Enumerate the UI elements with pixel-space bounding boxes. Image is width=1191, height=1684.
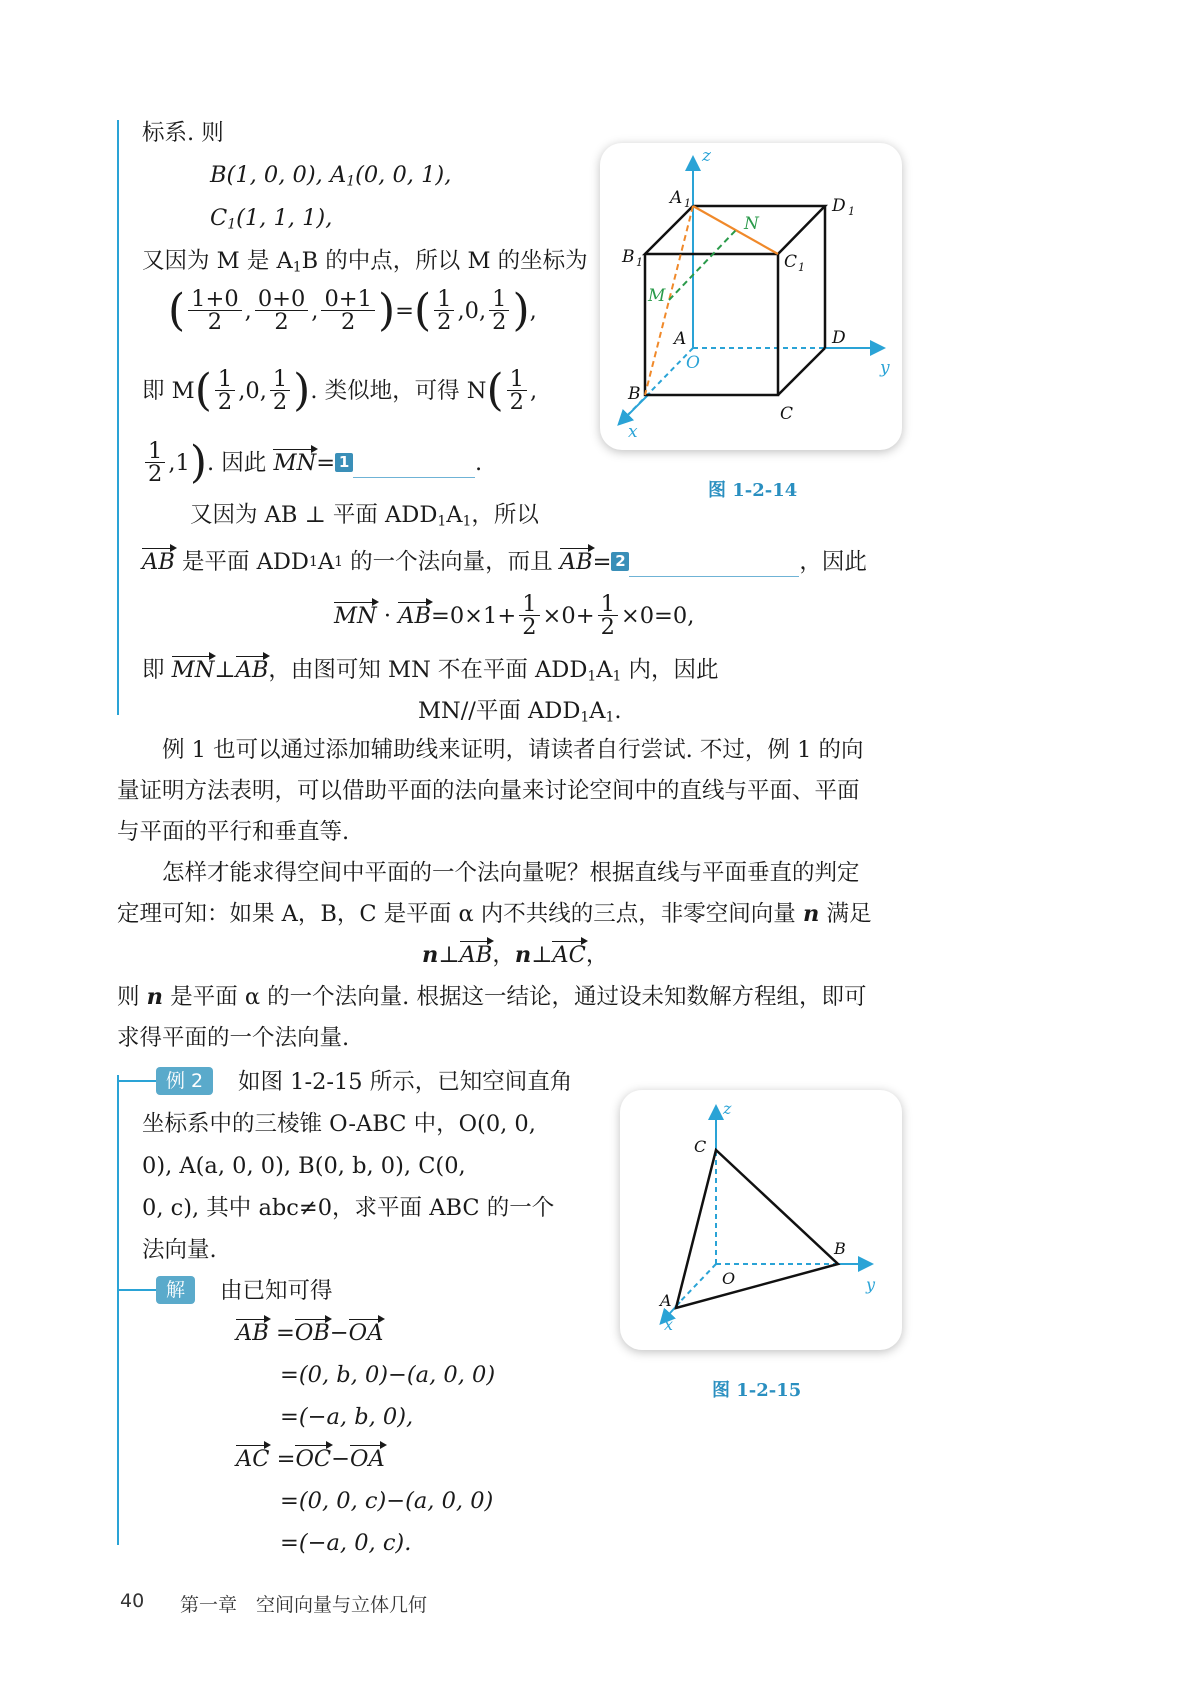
svg-text:z: z: [702, 146, 711, 166]
coord-B-A1: B(1, 0, 0), $A_1(0$, 0, 1),: [210, 162, 452, 190]
section-bar-top: [117, 120, 119, 715]
paragraph-2-line-1: 怎样才能求得空间中平面的一个法向量呢？根据直线与平面垂直的判定: [162, 860, 860, 886]
svg-text:x: x: [628, 422, 638, 442]
paragraph-1-line-2: 量证明方法表明，可以借助平面的法向量来讨论空间中的直线与平面、平面: [117, 778, 860, 804]
figure-1-2-14-card: [600, 143, 902, 450]
midpoint-formula: ( $\frac{1+0}{2}$ , $\frac{0+0}{2}$ , $\frac{0+1}{2}$ ) = ( $\frac{1}{2}$ , 0 , $\frac{1}{2}$ ) ,: [168, 284, 537, 336]
example-2-line-4: 0, c), 其中 abc≠0，求平面 ABC 的一个: [142, 1195, 555, 1221]
solution-AC-3: =(−a, 0, c).: [280, 1530, 412, 1556]
solution-badge: 解: [156, 1276, 195, 1304]
text-perp-conclusion: 即 MN⊥AB，由图可知 MN 不在平面 $ADD_1A_1$ 内，因此: [142, 657, 719, 685]
text-line-M: 又因为 M 是 $A_1B$ 的中点，所以 M 的坐标为: [142, 248, 588, 276]
svg-text:1: 1: [848, 205, 855, 218]
svg-text:D: D: [832, 196, 846, 216]
example-2-line-2: 坐标系中的三棱锥 O-ABC 中，O(0, 0,: [142, 1111, 536, 1137]
A1C1-segment: [693, 206, 778, 254]
svg-text:M: M: [648, 286, 666, 306]
example-2-tab: [118, 1067, 213, 1095]
blank-2-badge: 2: [611, 552, 629, 571]
paragraph-1-line-3: 与平面的平行和垂直等.: [117, 819, 350, 845]
svg-text:y: y: [880, 358, 890, 378]
svg-text:C: C: [694, 1137, 707, 1156]
svg-text:N: N: [744, 214, 759, 234]
solution-AB-3: =(−a, b, 0),: [280, 1404, 414, 1430]
paragraph-3-line-1: 则 n 是平面 α 的一个法向量. 根据这一结论，通过设未知数解方程组，即可: [117, 984, 867, 1010]
section-bar-bottom: [117, 1075, 119, 1545]
dot-product-eq: MN · AB =0×1+ $\frac{1}{2}$ ×0+ $\frac{1}{2}$ ×0=0,: [334, 591, 695, 640]
svg-text:A: A: [660, 1291, 672, 1310]
example-2-line-3: 0), A(a, 0, 0), B(0, b, 0), C(0,: [142, 1153, 466, 1179]
svg-text:1: 1: [684, 197, 691, 210]
MN-segment: [669, 230, 736, 300]
example-2-badge: 例 2: [156, 1067, 213, 1095]
solution-AB-2: =(0, b, 0)−(a, 0, 0): [280, 1362, 496, 1388]
svg-text:C: C: [780, 404, 794, 424]
blank-1-field[interactable]: [353, 447, 475, 478]
blank-1-badge: 1: [335, 453, 353, 472]
svg-text:y: y: [866, 1275, 876, 1294]
page-number: 40: [120, 1590, 145, 1612]
perp-condition: n⊥AB，n⊥AC，: [422, 942, 609, 968]
example-2-line-1: 如图 1-2-15 所示，已知空间直角: [238, 1069, 573, 1095]
svg-text:O: O: [686, 353, 700, 373]
M-N-line: 即 M ( $\frac{1}{2}$ , 0 , $\frac{1}{2}$ ) . 类似地，可得 N ( $\frac{1}{2}$ ,: [142, 364, 538, 416]
tetrahedron-diagram: [620, 1090, 902, 1350]
svg-text:1: 1: [798, 261, 805, 274]
svg-text:O: O: [722, 1269, 736, 1288]
paragraph-3-line-2: 求得平面的一个法向量.: [117, 1025, 350, 1051]
solution-tab: [118, 1276, 195, 1304]
svg-text:B: B: [628, 384, 641, 404]
blank-2-field[interactable]: [629, 546, 799, 577]
example-2-line-5: 法向量.: [142, 1237, 217, 1263]
paragraph-1-line-1: 例 1 也可以通过添加辅助线来证明，请读者自行尝试. 不过，例 1 的向: [162, 737, 864, 763]
svg-text:D: D: [832, 328, 846, 348]
cube-edges: [645, 206, 825, 395]
solution-AC-1: AC =OC−OA: [236, 1446, 385, 1472]
MN-blank-line: $\frac{1}{2}$ , 1 ) . 因此 MN = 1 .: [142, 440, 482, 485]
coord-C1: $C_1(1$, 1, 1),: [210, 205, 333, 233]
paragraph-2-line-2: 定理可知：如果 A，B，C 是平面 α 内不共线的三点，非零空间向量 n 满足: [117, 901, 872, 927]
svg-text:B: B: [834, 1239, 846, 1258]
figure-1-2-14-caption: 图 1-2-14: [708, 480, 798, 501]
svg-text:x: x: [664, 1315, 674, 1334]
svg-text:C: C: [784, 252, 798, 272]
solution-AB-1: AB =OB−OA: [236, 1320, 384, 1346]
solution-line-1: 由已知可得: [220, 1278, 333, 1304]
svg-text:z: z: [723, 1099, 732, 1118]
svg-text:A: A: [670, 188, 683, 208]
solution-AC-2: =(0, 0, c)−(a, 0, 0): [280, 1488, 494, 1514]
text-AB-normal: AB 是平面 ADD 1 A 1 的一个法向量，而且 AB = 2 ，因此: [142, 546, 867, 577]
text-AB-perp: 又因为 AB ⊥ 平面 $ADD_1A_1$，所以: [190, 502, 539, 530]
figure-1-2-15-card: [620, 1090, 902, 1350]
chapter-title: 第一章 空间向量与立体几何: [180, 1594, 428, 1616]
svg-text:B: B: [622, 247, 635, 267]
cube-diagram: [600, 143, 902, 450]
text-line-1: 标系. 则: [142, 120, 224, 146]
svg-text:1: 1: [636, 256, 643, 269]
figure-1-2-15-caption: 图 1-2-15: [712, 1380, 802, 1401]
svg-text:A: A: [674, 329, 687, 349]
text-parallel: MN//平面 $ADD_1A_1$.: [418, 698, 622, 726]
triangle-ABC: [676, 1150, 838, 1308]
